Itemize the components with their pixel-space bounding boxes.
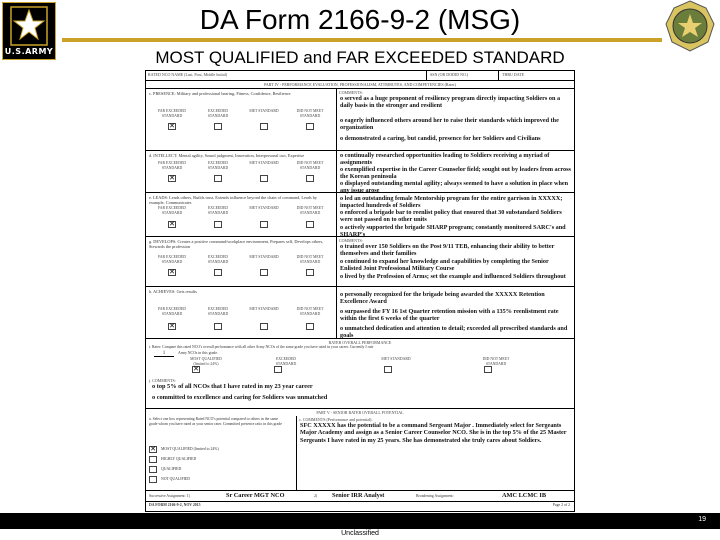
senior-option-label: HIGHLY QUALIFIED	[161, 457, 197, 461]
page-subtitle: MOST QUALIFIED and FAR EXCEEDED STANDARD	[155, 48, 565, 67]
assignments-row	[146, 491, 574, 502]
rating-head: FAR EXCEEDED STANDARD	[157, 161, 187, 170]
section-achieves	[146, 287, 574, 339]
comment-bullet: o enforced a brigade bar to reenlist policy that ensured that 30 substandard Soldiers were not passed on to other units	[340, 209, 562, 223]
successive-assignment-1: Sr Career MGT NCO	[226, 492, 285, 499]
rating-head: FAR EXCEEDED STANDARD	[157, 109, 187, 118]
rating-checkbox-far-exceeded[interactable]: ✕	[169, 174, 175, 182]
rating-head: DID NOT MEET STANDARD	[296, 307, 324, 316]
rating-head: DID NOT MEET STANDARD	[296, 109, 324, 118]
section-presence	[146, 89, 574, 151]
overall-checkbox-met[interactable]	[384, 366, 392, 373]
senior-comments: SFC XXXXX has the potential to be a command Sergeant Major . Immediately select for Sergeants Major Academy and assign as a Senior Career Counselor NCO. She is in the top 5% of the 25 Master Sergeants I have rated in my 25 years. She has demonstrated she truly cares about Soldiers.	[300, 422, 567, 444]
divider	[426, 71, 427, 80]
rating-head: EXCEEDED STANDARD	[207, 109, 229, 118]
divider	[498, 71, 499, 80]
rating-head: EXCEEDED STANDARD	[207, 206, 229, 215]
page-number: 19	[698, 516, 706, 523]
senior-option-label: NOT QUALIFIED	[161, 477, 190, 481]
rating-checkbox-far-exceeded[interactable]: ✕	[169, 220, 175, 228]
comment-bullet: o surpassed the FY 16 1st Quarter retention mission with a 135% reenlistment rate within the first 6 weeks of the quarter	[340, 308, 559, 322]
rating-head: EXCEEDED STANDARD	[207, 307, 229, 316]
rating-checkbox-met[interactable]	[260, 175, 268, 182]
successive-label: Successive Assignment: 1)	[149, 494, 190, 498]
section-intellect	[146, 151, 574, 193]
comment-bullet: o demonstrated a caring, but candid, presence for her Soldiers and Civilians	[340, 135, 541, 142]
overall-comment: o top 5% of all NCOs that I have rated in my 23 year career	[152, 383, 313, 390]
title-divider	[62, 38, 662, 42]
evaluation-form	[145, 70, 575, 512]
seal-icon	[664, 0, 716, 52]
senior-checkbox-qualified[interactable]	[149, 466, 157, 473]
form-id: DA FORM 2166-9-2, NOV 2015	[149, 503, 201, 507]
rating-checkbox-met[interactable]	[260, 221, 268, 228]
rating-checkbox-not-met[interactable]	[306, 175, 314, 182]
rating-head: EXCEEDED STANDARD	[275, 357, 297, 366]
comment-bullet: o trained over 150 Soldiers on the Post 9/11 TEB, enhancing their ability to better themselves and their families	[340, 243, 555, 257]
comment-bullet: o lived by the Profession of Arms; set the example and influenced Soldiers throughout	[340, 273, 566, 280]
rating-checkbox-met[interactable]	[260, 323, 268, 330]
senior-checkbox-most-qualified[interactable]: ✕	[150, 445, 156, 453]
page-title: DA Form 2166-9-2 (MSG)	[199, 4, 521, 35]
thru-date-label: THRU DATE	[502, 72, 525, 77]
broadening-label: Broadening Assignment:	[416, 494, 454, 498]
comment-bullet: o served as a huge proponent of resiliency program directly impacting Soldiers on a daily basis in the stronger and resilient	[340, 95, 561, 109]
overall-checkbox-excellence[interactable]	[274, 366, 282, 373]
senior-checkbox-not-qualified[interactable]	[149, 476, 157, 483]
senior-option-label: MOST QUALIFIED (limited to 24%)	[161, 447, 219, 451]
rating-head: DID NOT MEET STANDARD	[482, 357, 510, 366]
section-title: h. ACHIEVES: Gets results	[149, 289, 197, 294]
section-title: g. DEVELOPS: Creates a positive command/workplace environment, Prepares self, Develops others, Stewards the profession	[149, 239, 324, 249]
rating-head: MET STANDARD	[249, 109, 279, 113]
comments-label: COMMENTS:	[339, 238, 363, 243]
section-title: d. INTELLECT: Mental agility, Sound judgment, Innovation, Interpersonal tact, Expertise	[149, 153, 305, 158]
rating-checkbox-not-met[interactable]	[306, 323, 314, 330]
rating-head: FAR EXCEEDED STANDARD	[157, 255, 187, 264]
successive-assignment-2: Senior IRR Analyst	[332, 492, 385, 499]
comment-bullet: o unmatched dedication and attention to detail; exceeded all prescribed standards and goals	[340, 325, 568, 339]
rating-head: FAR EXCEEDED STANDARD	[157, 206, 187, 215]
rating-head: DID NOT MEET STANDARD	[296, 255, 324, 264]
part4-header	[146, 81, 574, 89]
rater-overall-performance	[146, 339, 574, 409]
rating-head: MET STANDARD	[249, 255, 279, 259]
overall-checkbox-not-met[interactable]	[484, 366, 492, 373]
overall-comments-label: j. COMMENTS:	[149, 378, 176, 383]
section-title: e. LEADS: Leads others, Builds trust, Extends influence beyond the chain of command, Leads by example, Communicates	[149, 195, 318, 205]
rating-head: MET STANDARD	[249, 161, 279, 165]
rating-head: FAR EXCEEDED STANDARD	[157, 307, 187, 316]
rating-head: MET STANDARD	[381, 357, 411, 361]
army-logo-text: U.S.ARMY	[4, 47, 54, 56]
overall-title: RATER OVERALL PERFORMANCE	[328, 340, 392, 345]
footer-bar	[0, 513, 720, 529]
rating-head: MET STANDARD	[249, 206, 279, 210]
section-develops	[146, 237, 574, 287]
rated-nco-name-label: RATED NCO NAME (Last, First, Middle Initial)	[148, 72, 228, 77]
comment-bullet: o personally recognized for the brigade being awarded the XXXXX Retention Excellence Award	[340, 291, 545, 305]
section-title: c. PRESENCE: Military and professional bearing, Fitness, Confidence, Resilience	[149, 91, 291, 96]
rating-checkbox-exceeded[interactable]	[214, 221, 222, 228]
rating-checkbox-far-exceeded[interactable]: ✕	[169, 268, 175, 276]
comment-bullet: o continued to expand her knowledge and capabilities by completing the Senior Enlisted Joint Professional Military Course	[340, 258, 549, 272]
comment-bullet: o actively supported the brigade SHARP program; constantly monitored SARC's and SHARP's	[340, 224, 566, 238]
senior-option-label: QUALIFIED	[161, 467, 182, 471]
rating-checkbox-met[interactable]	[260, 269, 268, 276]
rating-head: MET STANDARD	[249, 307, 279, 311]
rating-checkbox-not-met[interactable]	[306, 269, 314, 276]
rating-checkbox-exceeded[interactable]	[214, 123, 222, 130]
rating-checkbox-exceeded[interactable]	[214, 323, 222, 330]
overall-comment: o committed to excellence and caring for Soldiers was unmatched	[152, 394, 328, 401]
section-leads	[146, 193, 574, 237]
rating-checkbox-far-exceeded[interactable]: ✕	[169, 322, 175, 330]
rating-checkbox-not-met[interactable]	[306, 123, 314, 130]
comment-bullet: o displayed outstanding mental agility; always seemed to have a solution in place when any issue arose	[340, 180, 569, 194]
rating-checkbox-far-exceeded[interactable]: ✕	[169, 122, 175, 130]
divider	[296, 416, 297, 490]
rating-head: DID NOT MEET STANDARD	[296, 161, 324, 170]
overall-checkbox-most-qualified[interactable]: ✕	[193, 365, 199, 373]
overall-count[interactable]: 1	[154, 351, 174, 357]
rating-head: EXCEEDED STANDARD	[207, 161, 229, 170]
rating-checkbox-exceeded[interactable]	[214, 175, 222, 182]
comments-label: COMMENTS:	[339, 90, 363, 95]
broadening-assignment: AMC LCMC IB	[502, 492, 547, 499]
rating-checkbox-exceeded[interactable]	[214, 269, 222, 276]
classification-label: Unclassified	[341, 530, 379, 537]
rating-head: MOST QUALIFIED (limited to 24%)	[190, 357, 222, 366]
senior-title: PART V - SENIOR RATER OVERALL POTENTIAL	[316, 410, 404, 415]
part4-title: PART IV - PERFORMANCE EVALUATION, PROFESSIONALISM, ATTRIBUTES, AND COMPETENCIES (Rater)	[264, 82, 456, 87]
comment-bullet: o led an outstanding female Mentorship program for the entire garrison in XXXXX; impacted hundreds of Soldiers	[340, 195, 563, 209]
senior-rater-section	[146, 409, 574, 491]
comment-bullet: o eagerly influenced others around her to raise their standards which improved the organization	[340, 117, 559, 131]
form-page-label: Page 2 of 2	[552, 503, 570, 507]
rating-head: EXCEEDED STANDARD	[207, 255, 229, 264]
overall-suffix: Army NCOs in this grade.	[178, 351, 218, 355]
senior-prompt: a. Select one box representing Rated NCO's potential compared to others in the same grade whom you have rated as your senior rater. Committed presence ratio in this grade	[149, 417, 282, 426]
rating-head: DID NOT MEET STANDARD	[296, 206, 324, 215]
ssn-label: SSN (OR DODID NO.)	[430, 72, 469, 77]
comment-bullet: o exemplified expertise in the Career Counselor field; sought out by leaders from across the Korean peninsula	[340, 166, 571, 180]
senior-comments-label: c. COMMENTS (Performance and potential):	[299, 417, 373, 422]
overall-prompt: i. Rater: Compare this rated NCO's overall performance with all other Army NCOs of the same grade you have rated in your career. Currently I rate	[149, 345, 374, 349]
rating-checkbox-not-met[interactable]	[306, 221, 314, 228]
rating-checkbox-met[interactable]	[260, 123, 268, 130]
comment-bullet: o continually researched opportunities leading to Soldiers receiving a myriad of assignments	[340, 152, 550, 166]
successive-2-prefix: 2)	[314, 494, 318, 498]
identity-row	[146, 71, 574, 81]
senior-checkbox-highly-qualified[interactable]	[149, 456, 157, 463]
